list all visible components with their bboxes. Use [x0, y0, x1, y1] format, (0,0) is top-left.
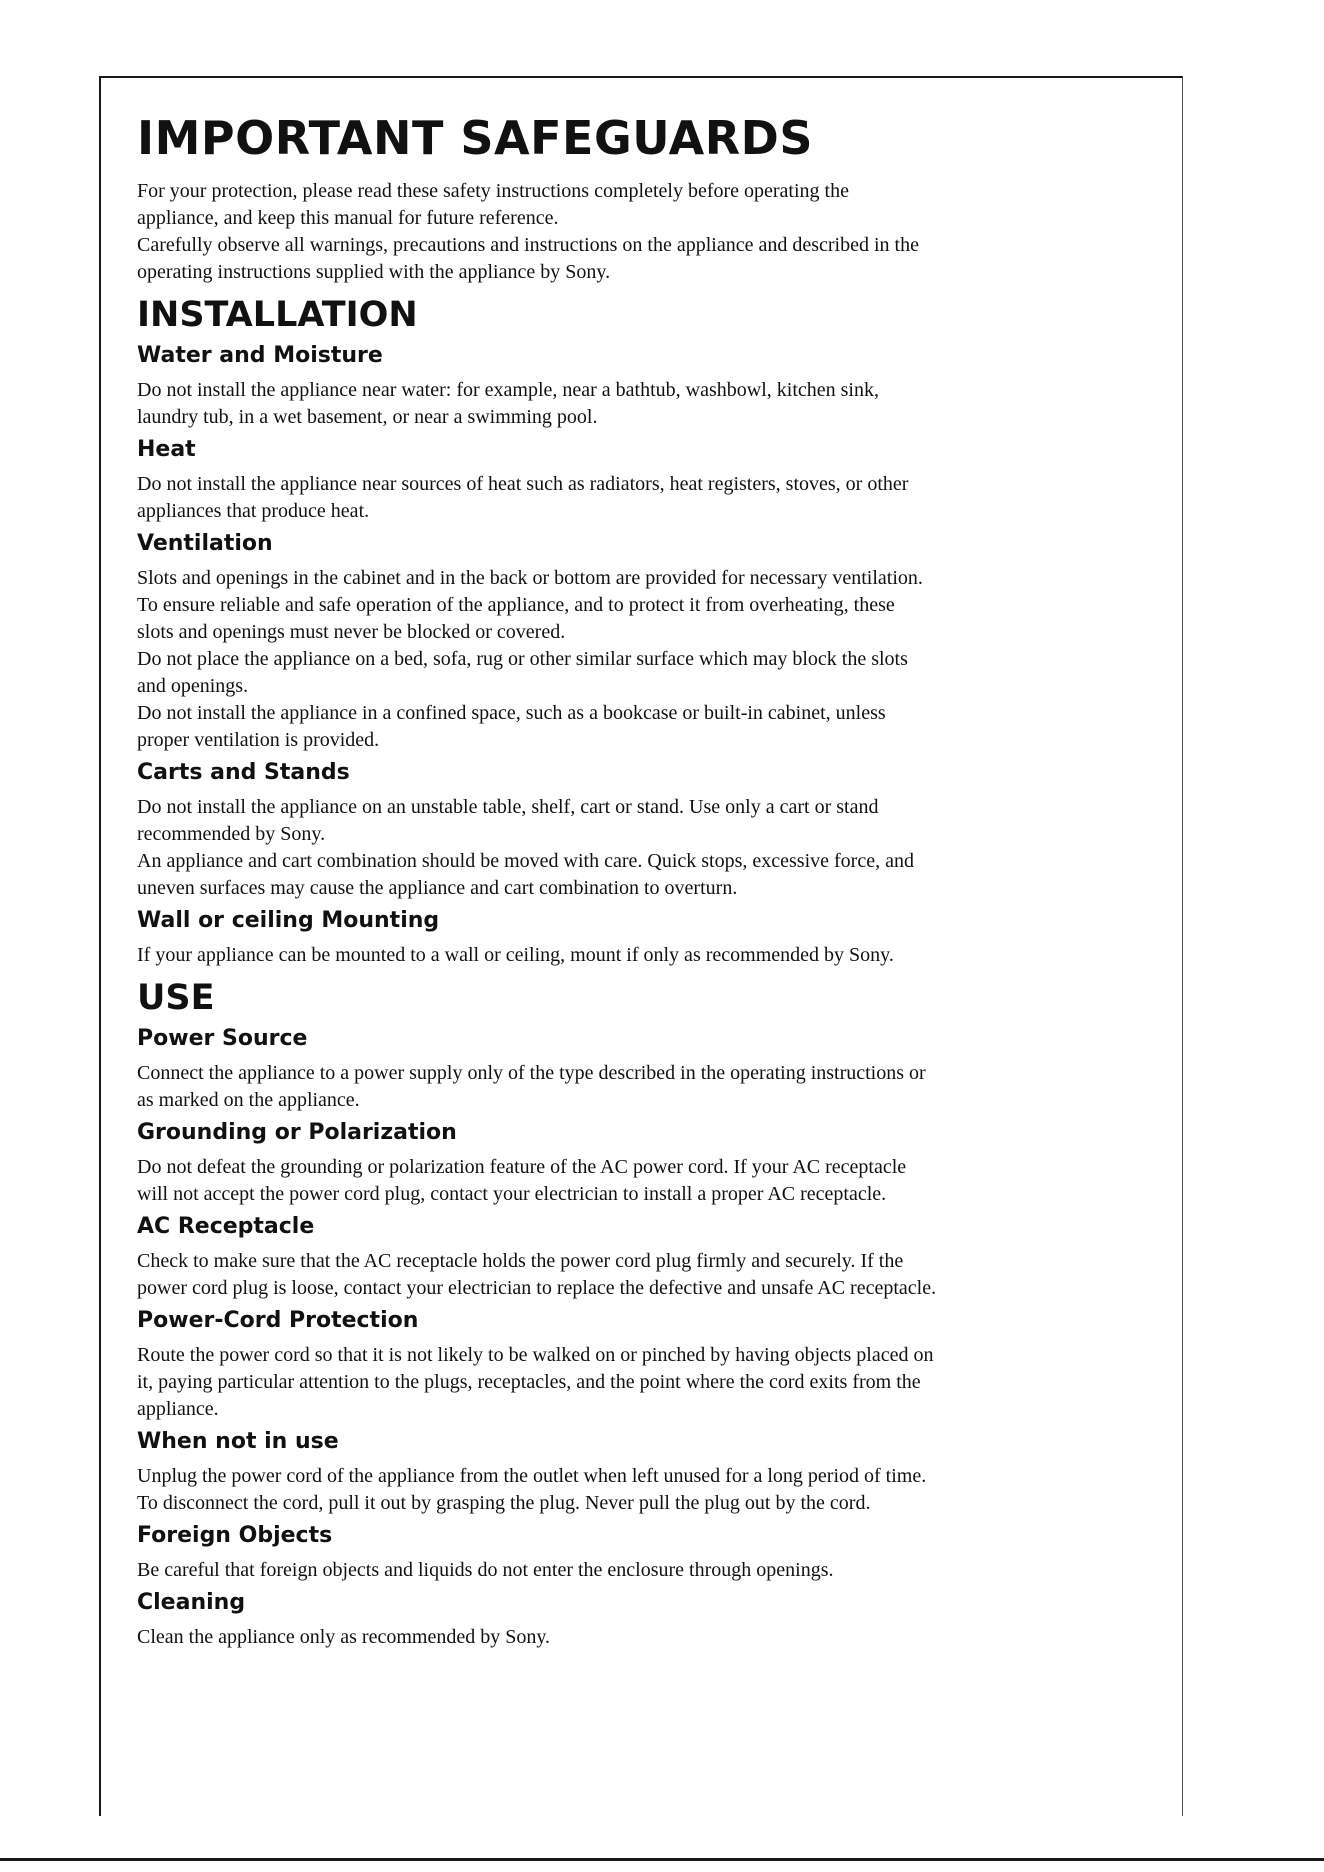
power-cord-body: Route the power cord so that it is not likely to be walked on or pinched by having objects placed on it, paying particular attention to the plugs, receptacles, and the point where the cord exits from the appliance.: [137, 1344, 934, 1420]
wall-ceiling-body: If your appliance can be mounted to a wall or ceiling, mount if only as recommended by Sony.: [137, 944, 894, 966]
ac-receptacle-heading: AC Receptacle: [137, 1214, 315, 1239]
foreign-objects-heading: Foreign Objects: [137, 1523, 333, 1548]
page-title: IMPORTANT SAFEGUARDS: [137, 111, 813, 165]
installation-heading: INSTALLATION: [137, 295, 418, 335]
power-source-heading: Power Source: [137, 1026, 308, 1051]
use-heading: USE: [137, 978, 215, 1018]
ventilation-heading: Ventilation: [137, 531, 273, 556]
wall-ceiling-heading: Wall or ceiling Mounting: [137, 908, 440, 933]
power-cord-heading: Power-Cord Protection: [137, 1308, 419, 1333]
not-in-use-heading: When not in use: [137, 1429, 339, 1454]
carts-stands-body: Do not install the appliance on an unstable table, shelf, cart or stand. Use only a cart or stand recommended by Sony. An appliance and cart combination should be moved with care. Quick stops, excessive force, and uneven surfaces may cause the appliance and cart combination to overturn.: [137, 796, 914, 899]
heat-body: Do not install the appliance near sources of heat such as radiators, heat registers, stoves, or other appliances that produce heat.: [137, 473, 909, 522]
foreign-objects-body: Be careful that foreign objects and liquids do not enter the enclosure through openings.: [137, 1559, 834, 1581]
water-moisture-body: Do not install the appliance near water: for example, near a bathtub, washbowl, kitchen sink, laundry tub, in a wet basement, or near a swimming pool.: [137, 379, 879, 428]
intro-paragraph: For your protection, please read these safety instructions completely before operating the appliance, and keep this manual for future reference. Carefully observe all warnings, precautions and instructions on the appliance and described in the operating instructions supplied with the appliance by Sony.: [137, 180, 919, 283]
cleaning-body: Clean the appliance only as recommended by Sony.: [137, 1626, 551, 1648]
document-body: [137, 108, 1157, 1655]
power-source-body: Connect the appliance to a power supply only of the type described in the operating instructions or as marked on the appliance.: [137, 1062, 926, 1111]
carts-stands-heading: Carts and Stands: [137, 760, 350, 785]
heat-heading: Heat: [137, 437, 196, 462]
bottom-rule: [0, 1858, 1324, 1861]
grounding-body: Do not defeat the grounding or polarization feature of the AC power cord. If your AC receptacle will not accept the power cord plug, contact your electrician to install a proper AC receptacle.: [137, 1156, 907, 1205]
ac-receptacle-body: Check to make sure that the AC receptacle holds the power cord plug firmly and securely. If the power cord plug is loose, contact your electrician to replace the defective and unsafe AC receptacle.: [137, 1250, 937, 1299]
not-in-use-body: Unplug the power cord of the appliance from the outlet when left unused for a long period of time. To disconnect the cord, pull it out by grasping the plug. Never pull the plug out by the cord.: [137, 1465, 927, 1514]
cleaning-heading: Cleaning: [137, 1590, 246, 1615]
ventilation-body: Slots and openings in the cabinet and in the back or bottom are provided for necessary ventilation. To ensure reliable and safe operation of the appliance, and to protect it from overheating, these slots and openings must never be blocked or covered. Do not place the appliance on a bed, sofa, rug or other similar surface which may block the slots and openings. Do not install the appliance in a confined space, such as a bookcase or built-in cabinet, unless proper ventilation is provided.: [137, 567, 923, 751]
water-moisture-heading: Water and Moisture: [137, 343, 383, 368]
grounding-heading: Grounding or Polarization: [137, 1120, 457, 1145]
